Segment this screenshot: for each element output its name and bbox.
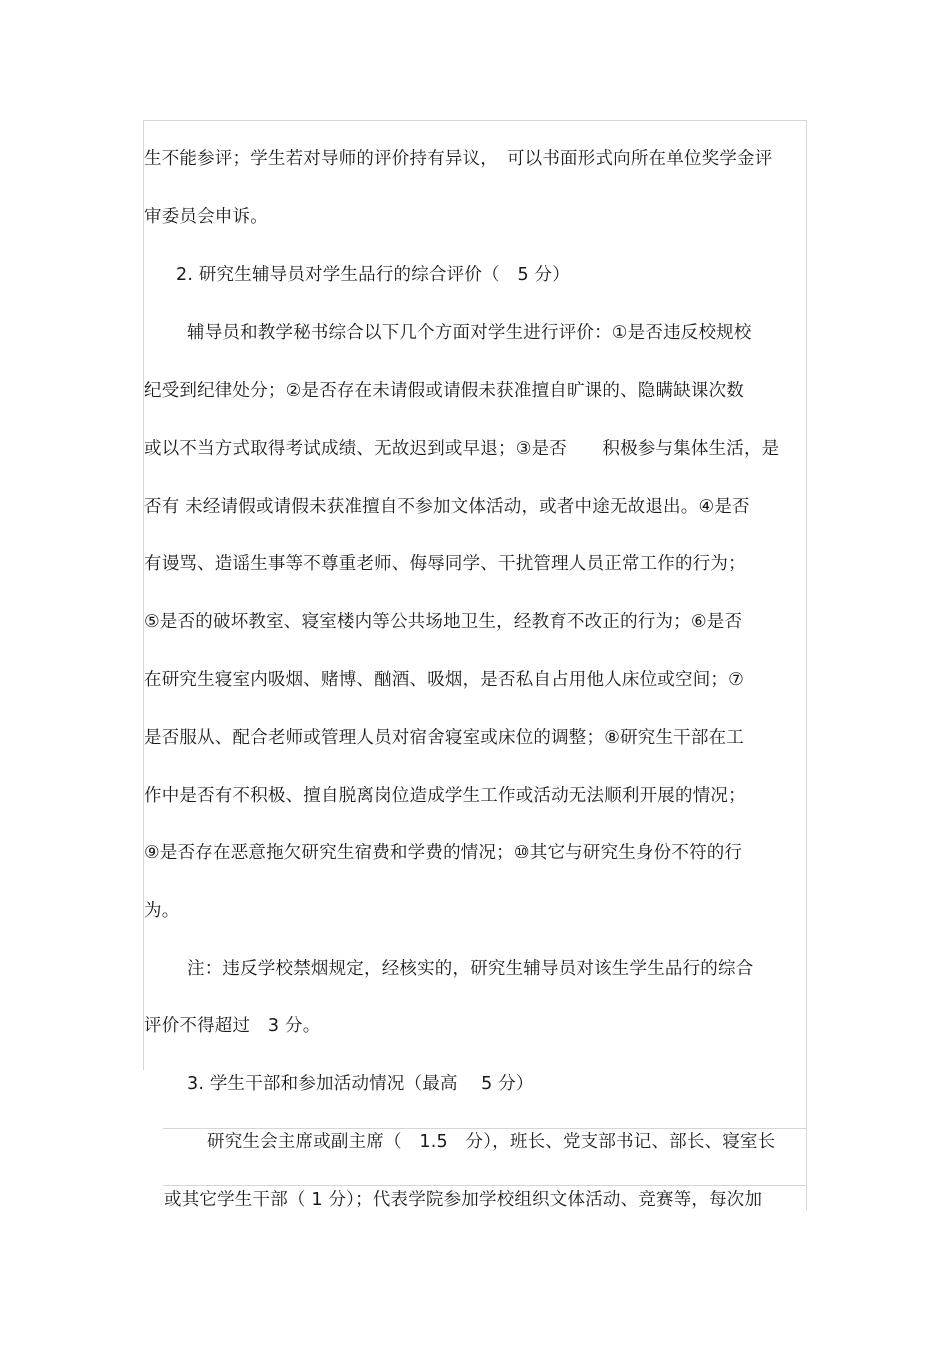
note-line: 注：违反学校禁烟规定，经核实的，研究生辅导员对该生学生品行的综合 <box>187 959 754 979</box>
frame-divider-2 <box>163 1185 807 1186</box>
text-line: 在研究生寝室内吸烟、赌博、酗酒、吸烟，是否私自占用他人床位或空间；⑦ <box>144 670 744 690</box>
frame-divider-1 <box>163 1128 807 1129</box>
text-line: 或以不当方式取得考试成绩、无故迟到或早退；③是否 积极参与集体生活，是 <box>144 439 780 459</box>
section-heading-2: 2. 研究生辅导员对学生品行的综合评价（ 5 分） <box>176 265 570 285</box>
frame-right-border <box>806 120 807 1070</box>
section-heading-3: 3. 学生干部和参加活动情况（最高 5 分） <box>187 1074 534 1094</box>
text-line: 研究生会主席或副主席（ 1.5 分），班长、党支部书记、部长、寝室长 <box>207 1132 776 1152</box>
text-line: 辅导员和教学秘书综合以下几个方面对学生进行评价：①是否违反校规校 <box>187 323 752 343</box>
text-line: 或其它学生干部（ 1 分）；代表学院参加学校组织文体活动、竞赛等，每次加 <box>164 1190 763 1210</box>
text-line: 否有 未经请假或请假未获准擅自不参加文体活动，或者中途无故退出。④是否 <box>144 497 750 517</box>
note-line: 评价不得超过 3 分。 <box>144 1016 321 1036</box>
text-line: 为。 <box>144 901 180 921</box>
frame-right-border-lower <box>806 1070 807 1210</box>
frame-left-border <box>143 120 144 1070</box>
text-line: 有谩骂、造谣生事等不尊重老师、侮辱同学、干扰管理人员正常工作的行为； <box>144 554 746 574</box>
text-line: 审委员会申诉。 <box>144 207 268 227</box>
text-line: ⑨是否存在恶意拖欠研究生宿费和学费的情况；⑩其它与研究生身份不符的行 <box>144 843 743 863</box>
frame-top-border <box>143 120 807 121</box>
text-line: 纪受到纪律处分；②是否存在未请假或请假未获准擅自旷课的、隐瞒缺课次数 <box>144 381 744 401</box>
text-line: 作中是否有不积极、擅自脱离岗位造成学生工作或活动无法顺利开展的情况； <box>144 786 746 806</box>
text-line: ⑤是否的破坏教室、寝室楼内等公共场地卫生，经教育不改正的行为；⑥是否 <box>144 612 743 632</box>
text-line: 生不能参评；学生若对导师的评价持有异议， 可以书面形式向所在单位奖学金评 <box>144 149 773 169</box>
text-line: 是否服从、配合老师或管理人员对宿舍寝室或床位的调整；⑧研究生干部在工 <box>144 728 744 748</box>
